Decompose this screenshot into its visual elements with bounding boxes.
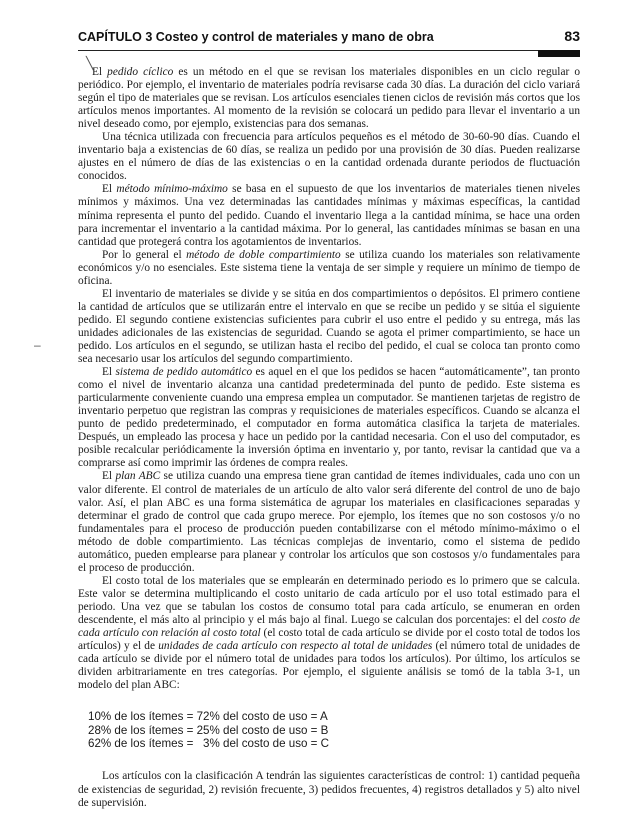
paragraph-pedido-ciclico: El pedido cíclico es un método en el que se revisan los materiales disponibles en un ciclo regular o periódico. Por ejemplo, el inventario de materiales podría revisarse cada 30 días. La duración del ciclo variará según el tipo de materiales que se revisan. Los artículos esenciales tienen ciclos de revisión más cortos que los artículos menos importantes. Al momento de la revisión se colocará un pedido para llevar el inventario a un nivel deseado como, por ejemplo, existencias para dos semanas. — [78, 66, 580, 131]
paragraph-clasificacion-a: Los artículos con la clasificación A tendrán las siguientes características de control: 1) cantidad pequeña de existencias de seguridad, 2) revisión frecuente, 3) pedidos frecuentes, 4) registros detallados y 5) alto nivel de supervisión. — [78, 770, 580, 809]
pen-mark-icon: ╲ — [86, 56, 94, 71]
abc-line-b: 28% de los ítemes = 25% del costo de uso = B — [88, 723, 329, 737]
paragraph-pedido-automatico: El sistema de pedido automático es aquel en el que los pedidos se hacen “automáticamente”, tan pronto como el nivel de inventario alcanza una cantidad predeterminada del punto de pedido. Este sistema es particularmente conveniente cuando una empresa emplea un computador. Se mantienen tarjetas de registro de inventario perpetuo que registran las compras y requisiciones de materiales específicos. Cuando se alcanza el punto de pedido predeterminado, el computador en forma automática clasifica la tarjeta de materiales. Después, un empleado las procesa y hace un pedido por la cantidad necesaria. Con el uso del computador, es posible recalcular periódicamente la inversión óptima en inventario y, por tanto, revisar la cantidad que va a comprarse así como imprimir las órdenes de compra reales. — [78, 366, 580, 470]
chapter-title: CAPÍTULO 3 Costeo y control de materiales y mano de obra — [78, 30, 434, 44]
margin-dash-icon: – — [34, 338, 41, 352]
page-header — [78, 26, 580, 44]
paragraph-minimo-maximo: El método mínimo-máximo se basa en el supuesto de que los inventarios de materiales tienen niveles mínimos y máximos. Una vez determinadas las cantidades mínimas y máximas específicas, la cantidad mínima representa el punto del pedido. Cuando el inventario llega a la cantidad mínima, se hace una orden para incrementar el inventario a la cantidad máxima. Por lo general, las cantidades mínimas se basan en una cantidad que protegerá contra los agotamientos de inventarios. — [78, 183, 580, 248]
body-text — [78, 66, 580, 810]
abc-analysis — [88, 710, 580, 750]
header-rule-line — [78, 50, 580, 51]
header-rule — [78, 44, 580, 54]
header-rule-bar — [538, 50, 580, 57]
paragraph-30-60-90: Una técnica utilizada con frecuencia para artículos pequeños es el método de 30-60-90 días. Cuando el inventario baja a existencias de 60 días, se realiza un pedido por una provisión de 30 días. Pueden realizarse ajustes en el número de días de las existencias o en la cantidad ordenada durante periodos de fluctuación conocidos. — [78, 131, 580, 183]
abc-line-c: 62% de los ítemes = 3% del costo de uso = C — [88, 737, 330, 751]
page-number: 83 — [564, 28, 580, 44]
paragraph-doble-compartimiento: Por lo general el método de doble compartimiento se utiliza cuando los materiales son relativamente económicos y/o no esenciales. Este sistema tiene la ventaja de ser simple y requiere un mínimo de tiempo de oficina. — [78, 248, 580, 287]
paragraph-compartimientos: El inventario de materiales se divide y se sitúa en dos compartimientos o depósitos. El primero contiene la cantidad de artículos que se utilizarán entre el intervalo en que se recibe un pedido y se sitúa el siguiente pedido. El segundo contiene existencias suficientes para cubrir el uso entre el pedido y su entrega, más las unidades adicionales de las existencias de seguridad. Cuando se agota el primer compartimiento, se hace un pedido. Los artículos en el segundo, se utilizan hasta el recibo del pedido, el cual se coloca tan pronto como sea necesario usar los artículos del segundo compartimiento. — [78, 287, 580, 366]
paragraph-plan-abc: El plan ABC se utiliza cuando una empresa tiene gran cantidad de ítemes individuales, cada uno con un valor diferente. El control de materiales de un artículo de alto valor será diferente del control de uno de bajo valor. Así, el plan ABC es una forma sistemática de agrupar los materiales en clasificaciones separadas y determinar el grado de control que cada grupo merece. Por ejemplo, los ítemes que no son costosos y/o no fundamentales para el proceso de producción pueden contabilizarse con el método mínimo-máximo o el método de doble compartimiento. Las técnicas complejas de inventario, como el sistema de pedido automático, pueden emplearse para planear y controlar los artículos que son costosos y/o fundamentales para el proceso de producción. — [78, 470, 580, 574]
abc-line-a: 10% de los ítemes = 72% del costo de uso = A — [88, 710, 328, 724]
paragraph-costo-total: El costo total de los materiales que se emplearán en determinado periodo es lo primero que se calcula. Este valor se determina multiplicando el costo unitario de cada artículo por el uso total estimado para el periodo. Una vez que se tabulan los costos de consumo total para cada artículo, se enumeran en orden descendente, el más alto al principio y el más bajo al final. Luego se calculan dos porcentajes: el del costo de cada artículo con relación al costo total (el costo total de cada artículo se divide por el costo total de todos los artículos) y el de unidades de cada artículo con respecto al total de unidades (el número total de unidades de cada artículo se divide por el número total de unidades para todos los artículos). Por último, los artículos se dividen arbitrariamente en tres categorías. Por ejemplo, el siguiente análisis se tomó de la tabla 3-1, un modelo del plan ABC: — [78, 574, 581, 692]
